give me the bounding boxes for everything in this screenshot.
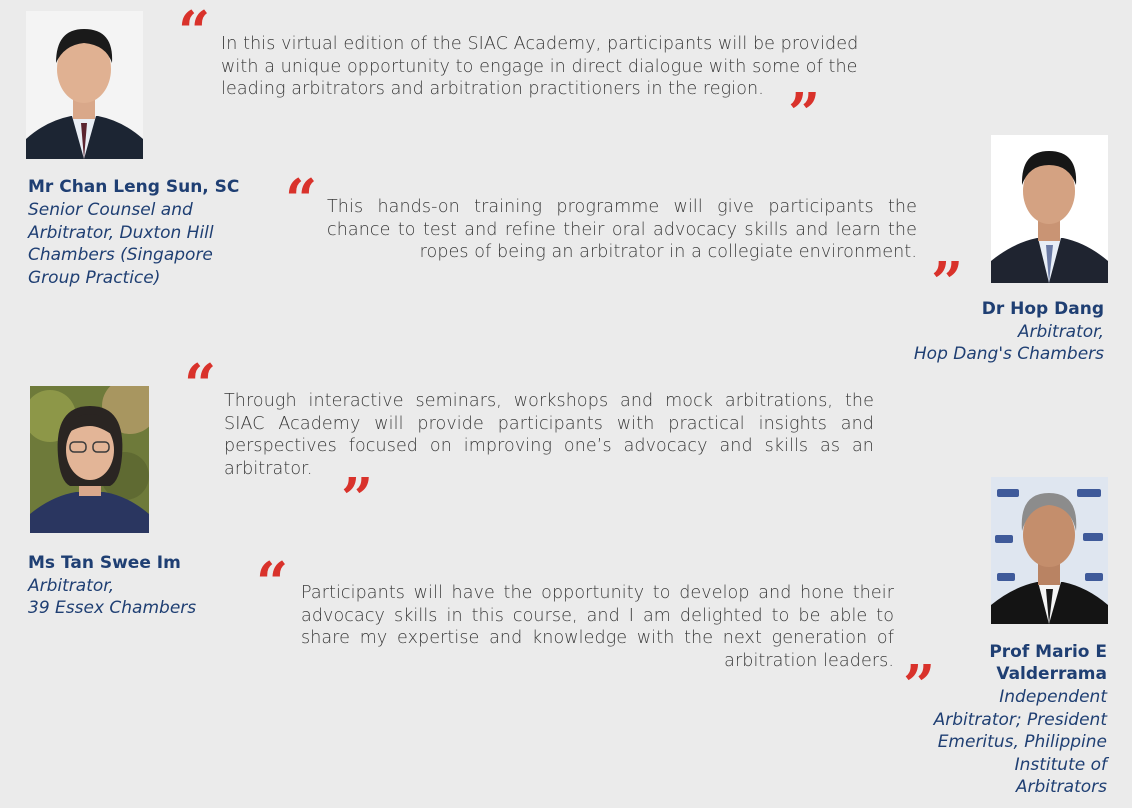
speaker-name: Valderrama: [996, 664, 1107, 684]
speaker-name: Prof Mario E: [989, 642, 1107, 662]
portrait-icon: [991, 477, 1108, 624]
open-quote-icon: “: [184, 352, 217, 418]
quote-text-4: Participants will have the opportunity to develop and hone their advocacy skills in this course, and I am delighted to be able to share my expertise and knowledge with the next generation of arbitration leaders.: [301, 583, 894, 671]
speaker-name: Dr Hop Dang: [981, 299, 1104, 319]
speaker-role: Arbitrator,: [28, 576, 115, 596]
quote-text-1: In this virtual edition of the SIAC Academy, participants will be provided with a unique opportunity to engage in direct dialogue with some of the leading arbitrators and arbitration practitioners in the region.: [221, 34, 859, 99]
avatar-mario-valderrama: [991, 477, 1108, 624]
speaker-name: Ms Tan Swee Im: [28, 553, 181, 573]
quote-text-3: Through interactive seminars, workshops and mock arbitrations, the SIAC Academy will provide participants with practical insights and perspectives focused on improving one’s advocacy and skills as an arbitrator.: [224, 391, 874, 479]
close-quote-icon: ”: [931, 250, 964, 316]
speaker-role: Independent Arbitrator; President Emeritus, Philippine Institute of Arbitrators: [933, 687, 1107, 797]
open-quote-icon: “: [178, 0, 211, 65]
portrait-icon: [30, 386, 149, 533]
quote-text-2: This hands-on training programme will give participants the chance to test and refine their oral advocacy skills and learn the ropes of being an arbitrator in a collegiate environment.: [327, 197, 917, 262]
avatar-chan-leng-sun: [26, 11, 143, 159]
speaker-role: 39 Essex Chambers: [28, 598, 197, 618]
speaker-name: Mr Chan Leng Sun, SC: [28, 177, 240, 197]
avatar-tan-swee-im: [30, 386, 149, 533]
close-quote-icon: ”: [788, 81, 821, 147]
portrait-icon: [991, 135, 1108, 283]
close-quote-icon: ”: [341, 466, 374, 532]
open-quote-icon: “: [256, 550, 289, 616]
speaker-role: Arbitrator,: [1017, 322, 1104, 342]
portrait-icon: [26, 11, 143, 159]
close-quote-icon: ”: [903, 653, 936, 719]
speaker-role: Hop Dang's Chambers: [913, 344, 1104, 364]
avatar-hop-dang: [991, 135, 1108, 283]
open-quote-icon: “: [285, 167, 318, 233]
speaker-role: Senior Counsel and Arbitrator, Duxton Hill Chambers (Singapore Group Practice): [28, 200, 214, 288]
